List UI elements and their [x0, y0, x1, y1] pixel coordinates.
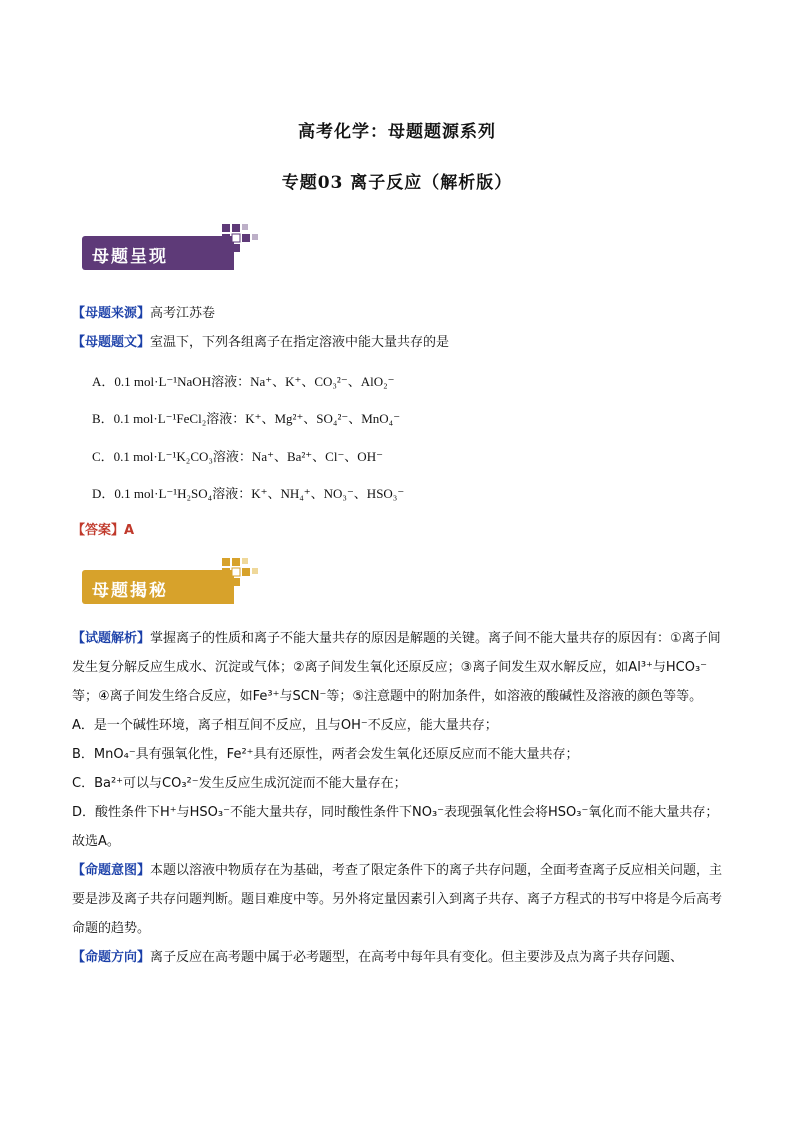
analysis-item-b: B．MnO₄⁻具有强氧化性，Fe²⁺具有还原性，两者会发生氧化还原反应而不能大量共存； — [72, 747, 579, 762]
analysis-item-c: C．Ba²⁺可以与CO₃²⁻发生反应生成沉淀而不能大量存在； — [72, 776, 407, 791]
mosaic-icon — [202, 556, 264, 608]
option-c: C．0.1 mol·L⁻¹K₂CO₃溶液：Na⁺、Ba²⁺、Cl⁻、OH⁻ — [92, 449, 383, 464]
banner-label: 母题揭秘 — [92, 581, 168, 601]
analysis-label: 【试题解析】 — [72, 631, 151, 646]
analysis-item-d: D．酸性条件下H⁺与HSO₃⁻不能大量共存，同时酸性条件下NO₃⁻表现强氧化性会将HSO₃⁻氧化而不能大量共存；故选A。 — [72, 805, 719, 849]
intent-text: 本题以溶液中物质存在为基础，考查了限定条件下的离子共存问题，全面考查离子反应相关问题，主要是涉及离子共存问题判断。题目难度中等。另外将定量因素引入到离子共存、离子方程式的书写中将是今后高考命题的趋势。 — [72, 863, 723, 936]
intent-paragraph — [72, 856, 724, 943]
banner-analysis — [82, 556, 264, 608]
option-a: A．0.1 mol·L⁻¹NaOH溶液：Na⁺、K⁺、CO₃²⁻、AlO₂⁻ — [92, 374, 395, 389]
analysis-section — [72, 624, 724, 972]
doc-title: 高考化学：母题题源系列 — [298, 122, 496, 142]
question-line — [72, 331, 449, 350]
intent-label: 【命题意图】 — [72, 863, 151, 878]
analysis-item-a: A．是一个碱性环境，离子相互间不反应，且与OH⁻不反应，能大量共存； — [72, 718, 498, 733]
analysis-paragraph — [72, 624, 724, 711]
option-b: B．0.1 mol·L⁻¹FeCl₂溶液：K⁺、Mg²⁺、SO₄²⁻、MnO₄⁻ — [92, 411, 401, 426]
source-line — [72, 302, 215, 321]
answer-label: 【答案】 — [72, 523, 125, 538]
source-label: 【母题来源】 — [72, 306, 151, 321]
answer-text: A — [124, 523, 135, 538]
banner-label: 母题呈现 — [92, 247, 168, 267]
answer-line — [72, 519, 134, 538]
option-d: D．0.1 mol·L⁻¹H₂SO₄溶液：K⁺、NH₄⁺、NO₃⁻、HSO₃⁻ — [92, 486, 405, 501]
direction-label: 【命题方向】 — [72, 950, 151, 965]
direction-text: 离子反应在高考题中属于必考题型，在高考中每年具有变化。但主要涉及点为离子共存问题、 — [150, 950, 684, 965]
question-label: 【母题题文】 — [72, 335, 151, 350]
mosaic-icon — [202, 222, 264, 274]
source-text: 高考江苏卷 — [150, 306, 216, 321]
doc-subtitle: 专题03 离子反应（解析版） — [281, 173, 513, 193]
question-text: 室温下，下列各组离子在指定溶液中能大量共存的是 — [150, 335, 450, 350]
banner-question — [82, 222, 264, 274]
analysis-text: 掌握离子的性质和离子不能大量共存的原因是解题的关键。离子间不能大量共存的原因有：①离子间发生复分解反应生成水、沉淀或气体；②离子间发生氧化还原反应；③离子间发生双水解反应，如Al³⁺与HCO₃⁻等；④离子间发生络合反应，如Fe³⁺与SCN⁻等；⑤注意题中的附加条件，如溶液的酸碱性及溶液的颜色等等。 — [72, 631, 721, 704]
direction-paragraph — [72, 943, 724, 972]
